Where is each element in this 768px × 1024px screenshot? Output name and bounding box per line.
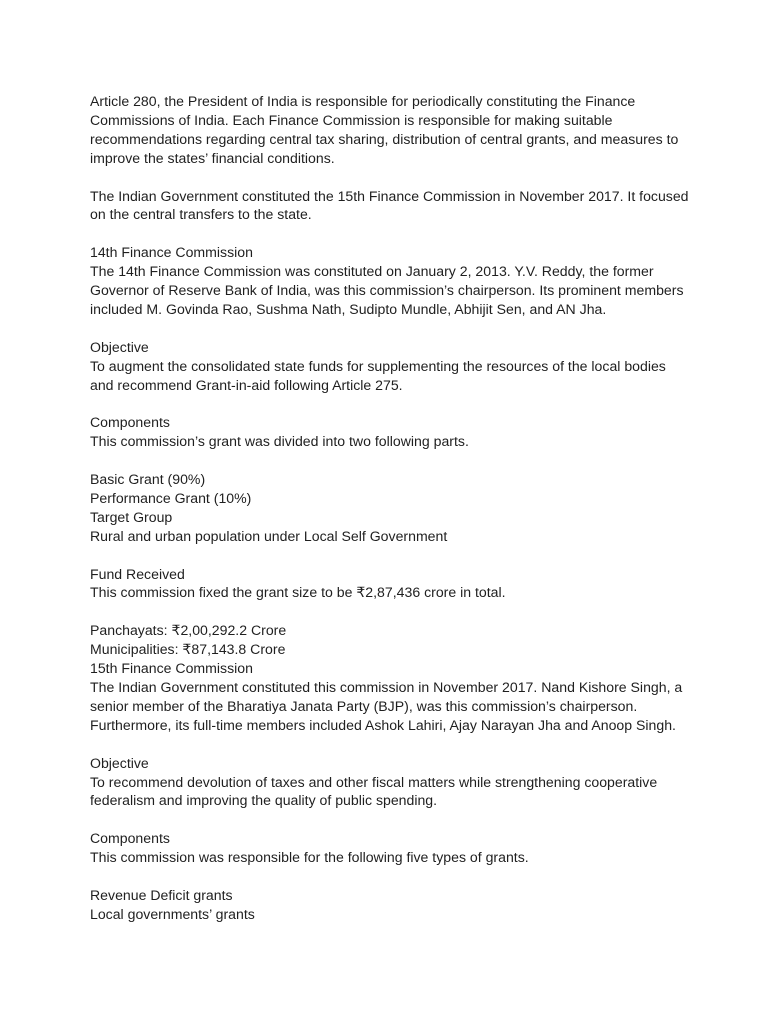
text-line: This commission was responsible for the following five types of grants. <box>90 849 529 866</box>
paragraph-gap <box>90 168 690 187</box>
text-line: The Indian Government constituted this commission in November 2017. Nand Kishore Singh, a <box>90 678 683 695</box>
paragraph-gap <box>90 602 690 621</box>
list-item: Panchayats: ₹2,00,292.2 Crore <box>90 622 287 639</box>
paragraph-gap <box>90 451 690 470</box>
text-line: included M. Govinda Rao, Sushma Nath, Sudipto Mundle, Abhijit Sen, and AN Jha. <box>90 300 607 317</box>
text-line: Governor of Reserve Bank of India, was this commission’s chairperson. Its prominent members <box>90 282 684 299</box>
paragraph-gap <box>90 224 690 243</box>
text-line: This commission fixed the grant size to be ₹2,87,436 crore in total. <box>90 584 506 601</box>
text-line: and recommend Grant-in-aid following Article 275. <box>90 376 403 393</box>
section-heading: Objective <box>90 338 149 355</box>
text-line: The Indian Government constituted the 15th Finance Commission in November 2017. It focused <box>90 187 689 204</box>
text-line: The 14th Finance Commission was constituted on January 2, 2013. Y.V. Reddy, the former <box>90 263 654 280</box>
text-line: Rural and urban population under Local Self Government <box>90 527 448 544</box>
section-heading: Target Group <box>90 508 173 525</box>
section-heading: Fund Received <box>90 565 185 582</box>
text-line: This commission’s grant was divided into two following parts. <box>90 433 469 450</box>
paragraph-gap <box>90 735 690 754</box>
list-item: Revenue Deficit grants <box>90 886 233 903</box>
list-item: Basic Grant (90%) <box>90 471 206 488</box>
list-item: Local governments’ grants <box>90 905 255 922</box>
section-heading: Components <box>90 830 170 847</box>
text-line: Commissions of India. Each Finance Commission is responsible for making suitable <box>90 111 613 128</box>
text-line: Furthermore, its full-time members included Ashok Lahiri, Ajay Narayan Jha and Anoop Singh. <box>90 716 676 733</box>
section-heading: Components <box>90 414 170 431</box>
text-line: on the central transfers to the state. <box>90 206 312 223</box>
section-heading: Objective <box>90 754 149 771</box>
text-line: Article 280, the President of India is responsible for periodically constituting the Finance <box>90 93 636 109</box>
paragraph-gap <box>90 394 690 413</box>
paragraph-gap <box>90 867 690 886</box>
paragraph-gap <box>90 546 690 565</box>
text-line: federalism and improving the quality of public spending. <box>90 792 438 809</box>
paragraph-gap <box>90 810 690 829</box>
paragraph-gap <box>90 319 690 338</box>
text-line: To augment the consolidated state funds for supplementing the resources of the local bodies <box>90 357 666 374</box>
document-body <box>90 92 690 924</box>
text-line: recommendations regarding central tax sharing, distribution of central grants, and measures to <box>90 130 679 147</box>
text-line: To recommend devolution of taxes and other fiscal matters while strengthening cooperative <box>90 773 658 790</box>
section-heading: 14th Finance Commission <box>90 244 253 261</box>
list-item: Performance Grant (10%) <box>90 489 252 506</box>
section-heading: 15th Finance Commission <box>90 660 253 677</box>
text-line: improve the states’ financial conditions. <box>90 149 335 166</box>
list-item: Municipalities: ₹87,143.8 Crore <box>90 641 286 658</box>
text-line: senior member of the Bharatiya Janata Party (BJP), was this commission’s chairperson. <box>90 697 638 714</box>
